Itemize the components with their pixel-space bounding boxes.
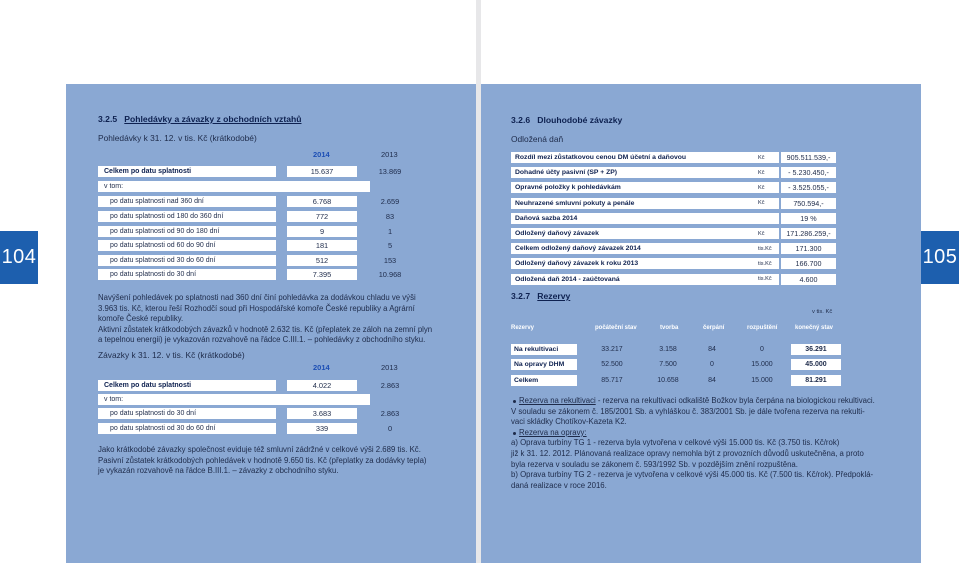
deferred-row-value: 4.600 xyxy=(781,274,836,285)
deferred-row-value: 750.594,- xyxy=(781,198,836,209)
receivables-value-2013: 13.869 xyxy=(378,167,402,176)
deferred-row-label: Celkem odložený daňový závazek 2014 xyxy=(511,243,779,254)
section-number: 3.2.6 xyxy=(511,115,531,125)
section-title: Rezervy xyxy=(537,291,571,301)
receivables-row-label: Celkem po datu splatnosti xyxy=(98,166,276,177)
opravy-note-line: byla rezerva v souladu se zákonem č. 593/1992 Sb. v pozdějším znění rozpuštěna. xyxy=(511,459,798,469)
reserves-value: 3.158 xyxy=(659,346,677,353)
deferred-row-label: Rozdíl mezi zůstatkovou cenou DM účetní a daňovou xyxy=(511,152,779,163)
payables-row-label: po datu splatnosti od 30 do 60 dní xyxy=(98,423,276,434)
section-title: Dlouhodobé závazky xyxy=(537,115,623,125)
receivables-row-label: po datu splatnosti do 30 dní xyxy=(98,269,276,280)
section-number: 3.2.5 xyxy=(98,114,118,124)
reserves-value: 52.500 xyxy=(601,361,623,369)
reserves-value: 15.000 xyxy=(751,376,773,384)
payables-note-line: je vykazán rozvahově na řádce B.III.1. – závazky z obchodního styku. xyxy=(98,466,339,476)
bullet-icon xyxy=(513,400,516,403)
deferred-row-label: Neuhrazené smluvní pokuty a penále xyxy=(511,198,779,209)
reserves-value: 81.291 xyxy=(791,375,841,386)
reserves-header: počáteční stav xyxy=(595,325,637,331)
deferred-row-label: Opravné položky k pohledávkám xyxy=(511,182,779,193)
reserves-value: 7.500 xyxy=(659,361,677,369)
payables-value-2014: 339 xyxy=(287,423,357,434)
receivables-note-line: Aktivní zůstatek krátkodobých závazků v hodnotě 2.632 tis. Kč (přeplatek ze záloh na zemní plyn xyxy=(98,324,433,334)
reserves-value: 45.000 xyxy=(791,359,841,370)
receivables-value-2014: 9 xyxy=(287,226,357,237)
payables-row-label: po datu splatnosti do 30 dní xyxy=(98,408,276,419)
reserves-header: rozpuštění xyxy=(747,325,778,331)
deferred-row-unit: tis.Kč xyxy=(758,276,772,283)
receivables-year-2014: 2014 xyxy=(313,150,330,159)
reserves-value: 15.000 xyxy=(751,361,773,369)
deferred-row-label: Daňová sazba 2014 xyxy=(511,213,779,224)
rekultivace-text: - rezerva na rekultivaci odkaliště Božkov byla čerpána na biologickou rekultivaci. xyxy=(595,396,875,405)
receivables-row-label: po datu splatnosti od 180 do 360 dní xyxy=(98,211,276,222)
reserves-header: čerpání xyxy=(703,325,725,331)
reserves-row-label: Na rekultivaci xyxy=(511,344,577,355)
receivables-note-line: a tepelnou energii) je vykazován rozvahově na řádce C.III.1. – pohledávky z obchodního styku. xyxy=(98,335,426,345)
section-heading-receivables-payables xyxy=(98,114,301,124)
opravy-note-line: daná realizace v roce 2016. xyxy=(511,480,607,490)
payables-row-label: v tom: xyxy=(98,394,370,405)
deferred-row-unit: Kč xyxy=(758,169,765,176)
payables-value-2013: 0 xyxy=(387,424,393,433)
payables-note-line: Jako krátkodobé závazky společnost eviduje též smluvní zádržné v celkové výši 2.689 tis. Kč. xyxy=(98,445,421,454)
receivables-value-2014: 6.768 xyxy=(287,196,357,207)
payables-value-2014: 3.683 xyxy=(287,408,357,419)
payables-row-label: Celkem po datu splatnosti xyxy=(98,380,276,391)
receivables-year-2013: 2013 xyxy=(381,150,398,159)
opravy-label: Rezerva na opravy: xyxy=(519,427,587,437)
receivables-value-2013: 83 xyxy=(385,212,395,221)
deferred-row-unit: Kč xyxy=(758,154,765,161)
deferred-row-label: Odložený daňový závazek k roku 2013 xyxy=(511,258,779,269)
receivables-value-2014: 772 xyxy=(287,211,357,222)
reserves-header: Rezervy xyxy=(511,325,535,331)
receivables-row-label: po datu splatnosti od 90 do 180 dní xyxy=(98,226,276,237)
deferred-row-unit: Kč xyxy=(758,230,765,237)
reserves-unit: v tis. Kč xyxy=(812,309,833,315)
deferred-row-value: 905.511.539,- xyxy=(781,152,836,163)
section-heading-long-term-liabilities xyxy=(511,115,622,125)
deferred-row-unit: Kč xyxy=(758,184,765,191)
receivables-subtitle: Pohledávky k 31. 12. v tis. Kč (krátkodobé) xyxy=(98,133,257,143)
payables-year-2013: 2013 xyxy=(381,363,398,372)
deferred-row-value: 171.300 xyxy=(781,243,836,254)
receivables-row-label: po datu splatnosti od 30 do 60 dní xyxy=(98,255,276,266)
opravy-note-line: již k 31. 12. 2012. Plánovaná realizace opravy nemohla být z provozních důvodů uskutečněna, a proto xyxy=(511,449,864,458)
section-heading-reserves xyxy=(511,291,570,301)
deferred-tax-subtitle: Odložená daň xyxy=(511,134,564,144)
reserves-value: 0 xyxy=(760,346,764,353)
reserves-header: tvorba xyxy=(660,325,679,331)
reserves-row-label: Celkem xyxy=(511,375,577,386)
right-page-number: 105 xyxy=(921,231,959,284)
receivables-value-2013: 153 xyxy=(383,256,397,265)
reserves-value: 10.658 xyxy=(657,376,679,384)
reserves-row-label: Na opravy DHM xyxy=(511,359,577,370)
deferred-row-label: Odložená daň 2014 - zaúčtovaná xyxy=(511,274,779,285)
deferred-row-value: - 5.230.450,- xyxy=(781,167,836,178)
section-title: Pohledávky a závazky z obchodních vztahů xyxy=(124,114,302,124)
deferred-row-value: 19 % xyxy=(781,213,836,224)
receivables-note-line: 3.963 tis. Kč, kterou řeší Rozhodčí soud při Hospodářské komoře České republiky a Agrární xyxy=(98,303,415,313)
payables-year-2014: 2014 xyxy=(313,363,330,372)
receivables-value-2014: 7.395 xyxy=(287,269,357,280)
deferred-row-unit: tis.Kč xyxy=(758,260,772,267)
deferred-row-value: 171.286.259,- xyxy=(781,228,836,239)
rekultivace-label: Rezerva na rekultivaci xyxy=(519,396,596,405)
reserves-header: konečný stav xyxy=(795,325,834,331)
receivables-value-2014: 512 xyxy=(287,255,357,266)
reserves-value: 85.717 xyxy=(601,376,623,384)
left-page-number: 104 xyxy=(0,231,38,284)
receivables-value-2013: 1 xyxy=(387,227,393,236)
reserves-value: 0 xyxy=(710,361,714,369)
reserves-value: 36.291 xyxy=(791,344,841,355)
receivables-value-2014: 181 xyxy=(287,240,357,251)
payables-value-2014: 4.022 xyxy=(287,380,357,391)
deferred-row-value: - 3.525.055,- xyxy=(781,182,836,193)
deferred-row-label: Dohadné účty pasivní (SP + ZP) xyxy=(511,167,779,178)
receivables-row-label: po datu splatnosti nad 360 dní xyxy=(98,196,276,207)
reserves-value: 84 xyxy=(708,376,716,384)
payables-subtitle: Závazky k 31. 12. v tis. Kč (krátkodobé) xyxy=(98,350,245,360)
receivables-value-2013: 2.659 xyxy=(380,197,400,206)
reserves-value: 33.217 xyxy=(601,346,623,353)
rekultivace-note-line: V souladu se zákonem č. 185/2001 Sb. a vyhláškou č. 383/2001 Sb. je dále tvořena rezerva na rekulti- xyxy=(511,406,865,416)
receivables-note-line: Navýšení pohledávek po splatnosti nad 360 dní činí pohledávka za dodávkou chladu ve výši xyxy=(98,293,416,302)
opravy-note-line: a) Oprava turbíny TG 1 - rezerva byla vytvořena v celkové výši 15.000 tis. Kč (3.750 tis. Kč/rok) xyxy=(511,438,840,448)
rekultivace-note-line: vaci skládky Chotíkov-Kazeta K2. xyxy=(511,417,627,427)
payables-value-2013: 2.863 xyxy=(380,409,400,418)
receivables-note-line: komoře České republiky. xyxy=(98,314,184,324)
section-number: 3.2.7 xyxy=(511,291,531,301)
receivables-value-2013: 10.968 xyxy=(378,270,402,279)
deferred-row-value: 166.700 xyxy=(781,258,836,269)
receivables-value-2013: 5 xyxy=(387,241,393,250)
reserves-value: 84 xyxy=(708,346,716,353)
bullet-icon xyxy=(513,432,516,435)
receivables-row-label: po datu splatnosti od 60 do 90 dní xyxy=(98,240,276,251)
deferred-row-label: Odložený daňový závazek xyxy=(511,228,779,239)
receivables-row-label: v tom: xyxy=(98,181,370,192)
receivables-value-2014: 15.637 xyxy=(287,166,357,177)
rekultivace-note-line xyxy=(519,396,909,407)
opravy-note-line: b) Oprava turbíny TG 2 - rezerva je vytvořena v celkové výši 45.000 tis. Kč (7.500 tis. Kč/rok). Předpoklá- xyxy=(511,470,874,480)
payables-note-line: Pasivní zůstatek krátkodobých pohledávek v hodnotě 9.650 tis. Kč (přeplatky za dodávky tepla) xyxy=(98,455,427,465)
payables-value-2013: 2.863 xyxy=(380,381,400,390)
deferred-row-unit: tis.Kč xyxy=(758,245,772,252)
deferred-row-unit: Kč xyxy=(758,200,765,207)
